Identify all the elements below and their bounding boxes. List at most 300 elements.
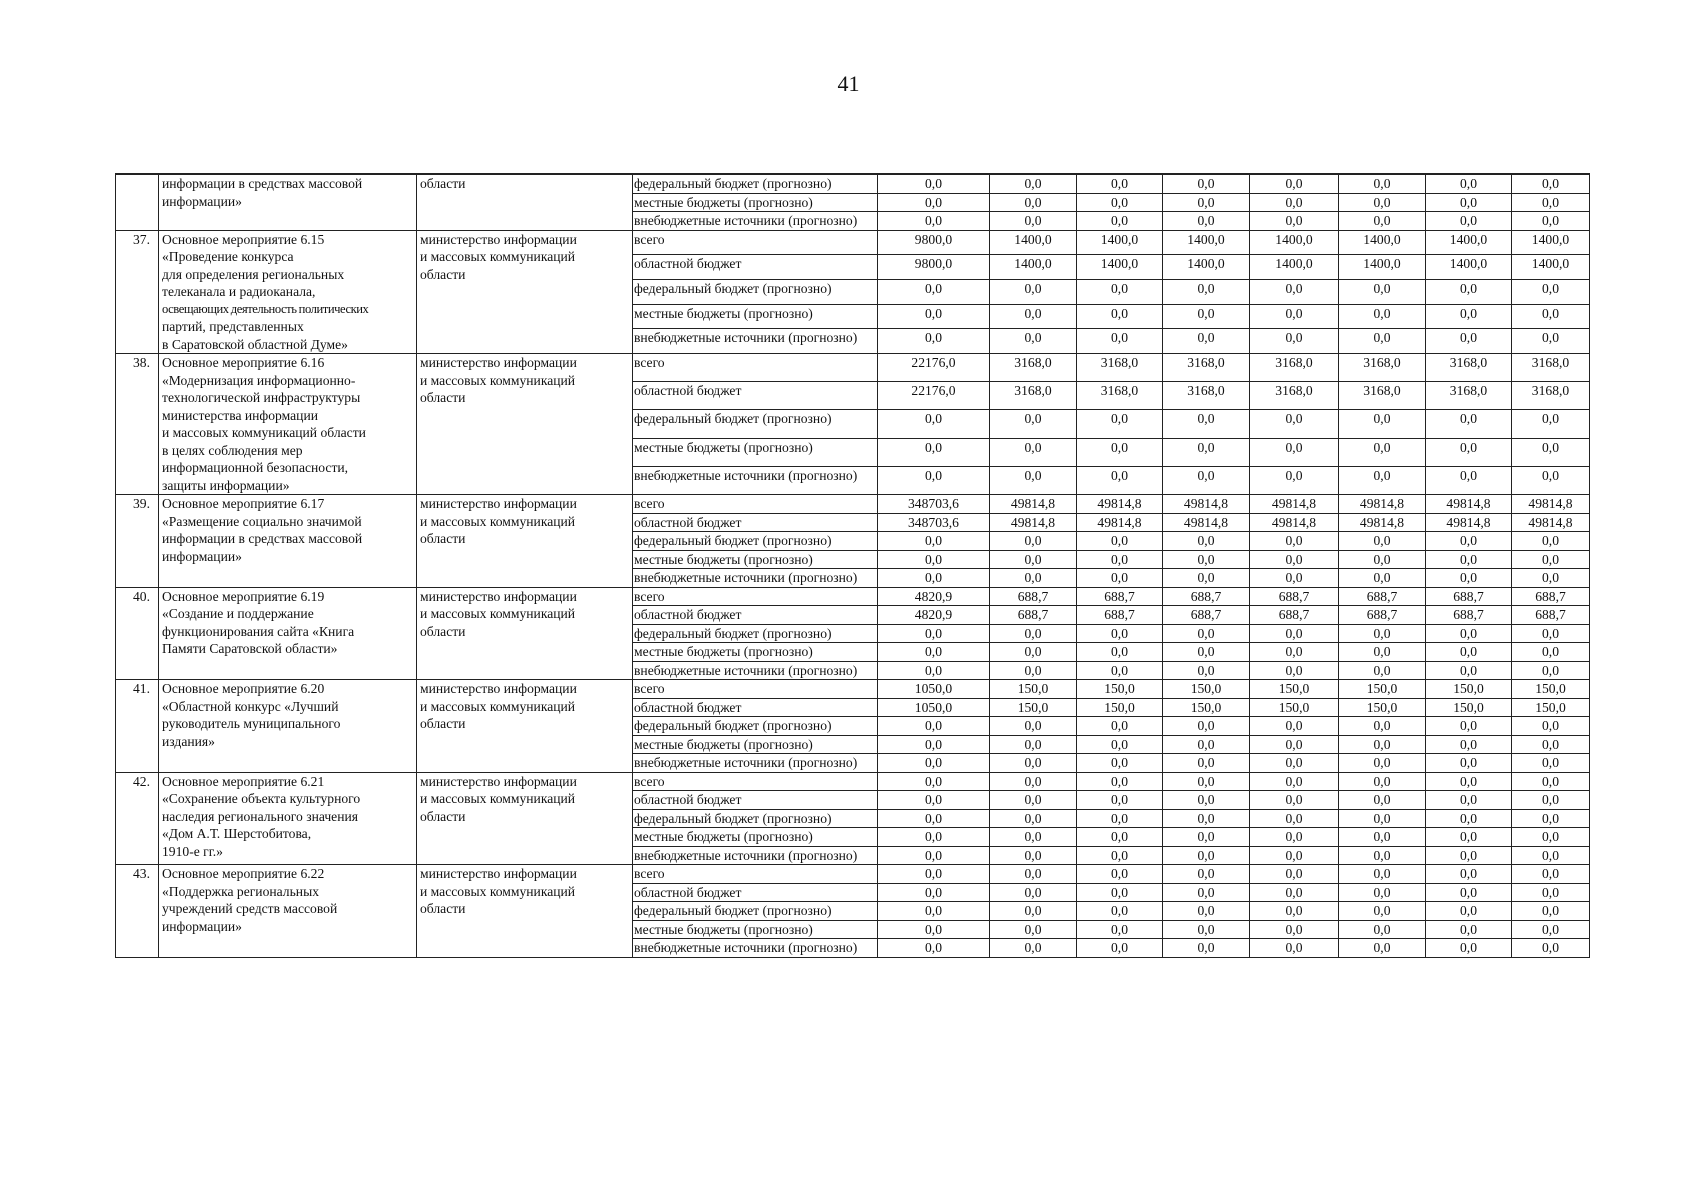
year-value-cell: 0,0 [1250, 643, 1339, 662]
event-line: Памяти Саратовской области» [162, 641, 338, 656]
year-value-cell: 150,0 [1163, 698, 1250, 717]
year-value-cell: 688,7 [1250, 587, 1339, 606]
total-value-cell: 0,0 [878, 304, 990, 329]
event-line: Основное мероприятие 6.21 [162, 773, 325, 789]
year-value-cell: 0,0 [1077, 329, 1163, 354]
year-value-cell: 0,0 [1512, 920, 1590, 939]
row-number-cell: 41. [116, 680, 159, 773]
year-value-cell: 0,0 [1250, 532, 1339, 551]
year-value-cell: 0,0 [1512, 661, 1590, 680]
funding-source-cell: федеральный бюджет (прогнозно) [633, 902, 878, 921]
year-value-cell: 0,0 [1250, 329, 1339, 354]
year-value-cell: 688,7 [1077, 606, 1163, 625]
year-value-cell: 0,0 [1512, 865, 1590, 884]
year-value-cell: 0,0 [1426, 939, 1512, 958]
year-value-cell: 0,0 [1250, 791, 1339, 810]
total-value-cell: 0,0 [878, 174, 990, 193]
funding-source-cell: всего [633, 772, 878, 791]
funding-source-cell: местные бюджеты (прогнозно) [633, 438, 878, 466]
year-value-cell: 0,0 [1426, 550, 1512, 569]
year-value-cell: 3168,0 [1077, 354, 1163, 382]
total-value-cell: 9800,0 [878, 230, 990, 255]
event-description-cell [159, 865, 417, 958]
year-value-cell: 688,7 [1163, 587, 1250, 606]
event-line: «Областной конкурс «Лучший [162, 698, 339, 714]
year-value-cell: 49814,8 [1077, 513, 1163, 532]
year-value-cell: 49814,8 [1426, 495, 1512, 514]
funding-source-cell: внебюджетные источники (прогнозно) [633, 846, 878, 865]
total-value-cell: 0,0 [878, 212, 990, 231]
table-row [116, 772, 1590, 791]
event-description-cell [159, 354, 417, 495]
year-value-cell: 0,0 [1426, 791, 1512, 810]
year-value-cell: 0,0 [1512, 772, 1590, 791]
total-value-cell: 22176,0 [878, 354, 990, 382]
year-value-cell: 0,0 [1426, 174, 1512, 193]
funding-source-cell: местные бюджеты (прогнозно) [633, 550, 878, 569]
year-value-cell: 0,0 [1250, 828, 1339, 847]
year-value-cell: 0,0 [1250, 920, 1339, 939]
year-value-cell: 0,0 [1077, 643, 1163, 662]
year-value-cell: 0,0 [1512, 883, 1590, 902]
total-value-cell: 0,0 [878, 735, 990, 754]
year-value-cell: 3168,0 [1163, 382, 1250, 410]
year-value-cell: 0,0 [990, 569, 1077, 588]
year-value-cell: 150,0 [1426, 698, 1512, 717]
year-value-cell: 0,0 [990, 624, 1077, 643]
year-value-cell: 0,0 [1512, 828, 1590, 847]
year-value-cell: 0,0 [1426, 624, 1512, 643]
year-value-cell: 0,0 [1250, 772, 1339, 791]
year-value-cell: 0,0 [1426, 279, 1512, 304]
event-line: информации в средствах массовой [162, 531, 363, 546]
executor-line: области [420, 531, 466, 546]
year-value-cell: 0,0 [1250, 661, 1339, 680]
year-value-cell: 0,0 [1426, 438, 1512, 466]
event-line: «Создание и поддержание [162, 606, 314, 621]
funding-source-cell: федеральный бюджет (прогнозно) [633, 532, 878, 551]
year-value-cell: 0,0 [1250, 466, 1339, 494]
total-value-cell: 0,0 [878, 193, 990, 212]
year-value-cell: 0,0 [1077, 865, 1163, 884]
year-value-cell: 0,0 [1512, 174, 1590, 193]
executor-line: и массовых коммуникаций [420, 249, 576, 264]
year-value-cell: 0,0 [1163, 791, 1250, 810]
year-value-cell: 0,0 [1512, 466, 1590, 494]
year-value-cell: 0,0 [990, 791, 1077, 810]
total-value-cell: 0,0 [878, 902, 990, 921]
total-value-cell: 0,0 [878, 865, 990, 884]
year-value-cell: 0,0 [1426, 466, 1512, 494]
year-value-cell: 0,0 [1512, 846, 1590, 865]
year-value-cell: 0,0 [990, 846, 1077, 865]
year-value-cell: 0,0 [1339, 828, 1426, 847]
total-value-cell: 0,0 [878, 939, 990, 958]
year-value-cell: 0,0 [1250, 939, 1339, 958]
year-value-cell: 0,0 [1339, 193, 1426, 212]
year-value-cell: 0,0 [1077, 212, 1163, 231]
total-value-cell: 22176,0 [878, 382, 990, 410]
year-value-cell: 0,0 [1077, 809, 1163, 828]
year-value-cell: 49814,8 [1339, 513, 1426, 532]
year-value-cell: 0,0 [1426, 643, 1512, 662]
year-value-cell: 0,0 [1512, 532, 1590, 551]
event-line: технологической инфраструктуры [162, 390, 361, 405]
year-value-cell: 688,7 [1163, 606, 1250, 625]
year-value-cell: 49814,8 [990, 513, 1077, 532]
year-value-cell: 688,7 [1512, 606, 1590, 625]
year-value-cell: 150,0 [1339, 680, 1426, 699]
total-value-cell: 0,0 [878, 791, 990, 810]
table-row [116, 230, 1590, 255]
funding-source-cell: всего [633, 865, 878, 884]
event-line: Основное мероприятие 6.22 [162, 866, 325, 881]
year-value-cell: 0,0 [1077, 174, 1163, 193]
total-value-cell: 0,0 [878, 329, 990, 354]
year-value-cell: 0,0 [1163, 304, 1250, 329]
event-line: информационной безопасности, [162, 460, 349, 475]
year-value-cell: 0,0 [1077, 846, 1163, 865]
year-value-cell: 3168,0 [990, 354, 1077, 382]
year-value-cell: 0,0 [1163, 174, 1250, 193]
year-value-cell: 0,0 [1426, 569, 1512, 588]
event-line: освещающих деятельность политических [162, 301, 369, 316]
year-value-cell: 1400,0 [990, 230, 1077, 255]
executor-line: министерство информации [420, 588, 577, 604]
event-line: телеканала и радиоканала, [162, 284, 316, 299]
year-value-cell: 0,0 [990, 661, 1077, 680]
event-line: и массовых коммуникаций области [162, 425, 366, 440]
year-value-cell: 0,0 [1163, 902, 1250, 921]
year-value-cell: 1400,0 [1163, 255, 1250, 280]
year-value-cell: 1400,0 [1250, 230, 1339, 255]
year-value-cell: 1400,0 [1163, 230, 1250, 255]
year-value-cell: 49814,8 [1426, 513, 1512, 532]
year-value-cell: 688,7 [1339, 587, 1426, 606]
year-value-cell: 3168,0 [1339, 354, 1426, 382]
event-line: в Саратовской областной Думе» [162, 336, 348, 352]
year-value-cell: 0,0 [1077, 828, 1163, 847]
executor-line: и массовых коммуникаций [420, 791, 576, 806]
event-line: Основное мероприятие 6.17 [162, 496, 325, 511]
year-value-cell: 0,0 [990, 279, 1077, 304]
executor-line: области [420, 716, 466, 731]
funding-source-cell: федеральный бюджет (прогнозно) [633, 717, 878, 736]
table-row [116, 680, 1590, 699]
row-number-cell: 42. [116, 772, 159, 865]
year-value-cell: 0,0 [1512, 304, 1590, 329]
executor-cell [417, 174, 633, 230]
year-value-cell: 0,0 [990, 466, 1077, 494]
total-value-cell: 0,0 [878, 883, 990, 902]
year-value-cell: 0,0 [1426, 809, 1512, 828]
table-row [116, 865, 1590, 884]
total-value-cell: 0,0 [878, 569, 990, 588]
year-value-cell: 3168,0 [1250, 354, 1339, 382]
event-line: «Сохранение объекта культурного [162, 791, 361, 806]
executor-cell [417, 354, 633, 495]
event-line: «Проведение конкурса [162, 249, 294, 264]
year-value-cell: 49814,8 [1077, 495, 1163, 514]
event-description-cell [159, 174, 417, 230]
total-value-cell: 4820,9 [878, 606, 990, 625]
event-line: министерства информации [162, 407, 318, 423]
year-value-cell: 0,0 [1426, 902, 1512, 921]
year-value-cell: 1400,0 [1339, 255, 1426, 280]
year-value-cell: 150,0 [1077, 680, 1163, 699]
event-line: в целях соблюдения мер [162, 442, 303, 458]
year-value-cell: 3168,0 [1426, 382, 1512, 410]
year-value-cell: 0,0 [990, 809, 1077, 828]
year-value-cell: 49814,8 [1339, 495, 1426, 514]
year-value-cell: 49814,8 [990, 495, 1077, 514]
year-value-cell: 0,0 [1339, 846, 1426, 865]
budget-table [115, 173, 1590, 958]
year-value-cell: 0,0 [1250, 212, 1339, 231]
year-value-cell: 0,0 [1250, 193, 1339, 212]
total-value-cell: 0,0 [878, 754, 990, 773]
year-value-cell: 0,0 [1426, 828, 1512, 847]
total-value-cell: 0,0 [878, 661, 990, 680]
year-value-cell: 0,0 [1512, 643, 1590, 662]
year-value-cell: 3168,0 [1339, 382, 1426, 410]
table-row [116, 174, 1590, 193]
executor-line: министерство информации [420, 231, 577, 247]
year-value-cell: 0,0 [1339, 624, 1426, 643]
funding-source-cell: внебюджетные источники (прогнозно) [633, 329, 878, 354]
year-value-cell: 0,0 [1339, 772, 1426, 791]
row-number-cell: 40. [116, 587, 159, 680]
year-value-cell: 0,0 [1512, 212, 1590, 231]
total-value-cell: 0,0 [878, 438, 990, 466]
year-value-cell: 0,0 [1512, 569, 1590, 588]
executor-line: министерство информации [420, 355, 577, 370]
year-value-cell: 0,0 [990, 772, 1077, 791]
year-value-cell: 0,0 [1426, 883, 1512, 902]
year-value-cell: 0,0 [990, 920, 1077, 939]
year-value-cell: 1400,0 [1250, 255, 1339, 280]
year-value-cell: 0,0 [1163, 212, 1250, 231]
funding-source-cell: внебюджетные источники (прогнозно) [633, 212, 878, 231]
year-value-cell: 0,0 [1339, 550, 1426, 569]
year-value-cell: 49814,8 [1163, 513, 1250, 532]
row-number-cell: 37. [116, 230, 159, 354]
year-value-cell: 0,0 [990, 329, 1077, 354]
year-value-cell: 0,0 [1339, 883, 1426, 902]
total-value-cell: 0,0 [878, 279, 990, 304]
year-value-cell: 0,0 [1339, 466, 1426, 494]
year-value-cell: 0,0 [1339, 865, 1426, 884]
year-value-cell: 0,0 [1339, 809, 1426, 828]
year-value-cell: 0,0 [1077, 661, 1163, 680]
year-value-cell: 0,0 [1426, 920, 1512, 939]
year-value-cell: 0,0 [1250, 865, 1339, 884]
year-value-cell: 688,7 [990, 587, 1077, 606]
funding-source-cell: областной бюджет [633, 883, 878, 902]
total-value-cell: 4820,9 [878, 587, 990, 606]
event-line: 1910-е гг.» [162, 843, 223, 859]
year-value-cell: 0,0 [990, 532, 1077, 551]
year-value-cell: 0,0 [1077, 791, 1163, 810]
year-value-cell: 150,0 [1250, 698, 1339, 717]
event-line: руководитель муниципального [162, 716, 341, 731]
table-row [116, 495, 1590, 514]
year-value-cell: 0,0 [1339, 279, 1426, 304]
total-value-cell: 0,0 [878, 809, 990, 828]
executor-line: области [420, 390, 466, 405]
executor-line: и массовых коммуникаций [420, 698, 576, 714]
year-value-cell: 49814,8 [1250, 495, 1339, 514]
funding-source-cell: федеральный бюджет (прогнозно) [633, 809, 878, 828]
total-value-cell: 1050,0 [878, 698, 990, 717]
year-value-cell: 150,0 [1426, 680, 1512, 699]
event-line: Основное мероприятие 6.16 [162, 355, 325, 370]
event-description-cell [159, 772, 417, 865]
event-line: издания» [162, 733, 215, 749]
event-line: «Поддержка региональных [162, 883, 319, 899]
year-value-cell: 0,0 [1512, 279, 1590, 304]
executor-line: и массовых коммуникаций [420, 372, 576, 388]
year-value-cell: 0,0 [1426, 717, 1512, 736]
year-value-cell: 0,0 [1339, 438, 1426, 466]
year-value-cell: 3168,0 [1512, 382, 1590, 410]
year-value-cell: 1400,0 [1512, 230, 1590, 255]
year-value-cell: 0,0 [1163, 279, 1250, 304]
total-value-cell: 0,0 [878, 772, 990, 791]
year-value-cell: 0,0 [990, 643, 1077, 662]
year-value-cell: 0,0 [1512, 809, 1590, 828]
year-value-cell: 0,0 [990, 902, 1077, 921]
event-line: «Модернизация информационно- [162, 372, 356, 388]
funding-source-cell: всего [633, 680, 878, 699]
year-value-cell: 3168,0 [1250, 382, 1339, 410]
executor-line: министерство информации [420, 773, 577, 789]
executor-line: области [420, 266, 466, 282]
year-value-cell: 0,0 [1426, 865, 1512, 884]
year-value-cell: 0,0 [1163, 329, 1250, 354]
year-value-cell: 0,0 [990, 410, 1077, 438]
year-value-cell: 0,0 [1163, 846, 1250, 865]
year-value-cell: 0,0 [1163, 466, 1250, 494]
year-value-cell: 0,0 [1077, 754, 1163, 773]
year-value-cell: 688,7 [1077, 587, 1163, 606]
year-value-cell: 0,0 [1163, 717, 1250, 736]
executor-line: области [420, 176, 466, 191]
year-value-cell: 0,0 [1426, 846, 1512, 865]
year-value-cell: 3168,0 [1163, 354, 1250, 382]
executor-cell [417, 587, 633, 680]
total-value-cell: 0,0 [878, 624, 990, 643]
year-value-cell: 150,0 [1250, 680, 1339, 699]
event-line: функционирования сайта «Книга [162, 623, 355, 639]
funding-source-cell: местные бюджеты (прогнозно) [633, 735, 878, 754]
total-value-cell: 0,0 [878, 550, 990, 569]
year-value-cell: 0,0 [990, 550, 1077, 569]
year-value-cell: 1400,0 [1512, 255, 1590, 280]
event-line: информации» [162, 193, 242, 209]
table-row [116, 354, 1590, 382]
year-value-cell: 49814,8 [1250, 513, 1339, 532]
year-value-cell: 0,0 [990, 212, 1077, 231]
row-number-cell: 39. [116, 495, 159, 588]
event-line: Основное мероприятие 6.19 [162, 588, 325, 604]
year-value-cell: 0,0 [990, 304, 1077, 329]
event-line: учреждений средств массовой [162, 901, 338, 916]
total-value-cell: 0,0 [878, 828, 990, 847]
year-value-cell: 0,0 [1339, 939, 1426, 958]
year-value-cell: 0,0 [1512, 754, 1590, 773]
year-value-cell: 0,0 [1339, 920, 1426, 939]
year-value-cell: 0,0 [1163, 809, 1250, 828]
year-value-cell: 0,0 [1250, 174, 1339, 193]
event-line: партий, представленных [162, 319, 304, 334]
year-value-cell: 688,7 [1339, 606, 1426, 625]
year-value-cell: 0,0 [990, 828, 1077, 847]
total-value-cell: 1050,0 [878, 680, 990, 699]
year-value-cell: 1400,0 [1077, 230, 1163, 255]
year-value-cell: 688,7 [1250, 606, 1339, 625]
funding-source-cell: внебюджетные источники (прогнозно) [633, 466, 878, 494]
year-value-cell: 0,0 [1339, 643, 1426, 662]
year-value-cell: 1400,0 [1426, 230, 1512, 255]
year-value-cell: 0,0 [1426, 410, 1512, 438]
year-value-cell: 3168,0 [1512, 354, 1590, 382]
total-value-cell: 348703,6 [878, 495, 990, 514]
year-value-cell: 0,0 [1077, 883, 1163, 902]
year-value-cell: 1400,0 [990, 255, 1077, 280]
year-value-cell: 0,0 [1163, 550, 1250, 569]
year-value-cell: 0,0 [1339, 717, 1426, 736]
year-value-cell: 0,0 [1250, 883, 1339, 902]
event-line: Основное мероприятие 6.15 [162, 231, 325, 247]
year-value-cell: 0,0 [1077, 279, 1163, 304]
year-value-cell: 0,0 [1339, 174, 1426, 193]
year-value-cell: 0,0 [1512, 438, 1590, 466]
executor-cell [417, 680, 633, 773]
year-value-cell: 0,0 [1339, 735, 1426, 754]
year-value-cell: 0,0 [1163, 772, 1250, 791]
year-value-cell: 0,0 [990, 193, 1077, 212]
year-value-cell: 150,0 [1339, 698, 1426, 717]
total-value-cell: 0,0 [878, 920, 990, 939]
year-value-cell: 0,0 [1250, 569, 1339, 588]
funding-source-cell: внебюджетные источники (прогнозно) [633, 569, 878, 588]
executor-cell [417, 495, 633, 588]
year-value-cell: 0,0 [1512, 939, 1590, 958]
total-value-cell: 0,0 [878, 846, 990, 865]
row-number-cell: 43. [116, 865, 159, 958]
year-value-cell: 0,0 [1163, 532, 1250, 551]
year-value-cell: 0,0 [1339, 754, 1426, 773]
funding-source-cell: всего [633, 354, 878, 382]
year-value-cell: 1400,0 [1339, 230, 1426, 255]
event-line: «Размещение социально значимой [162, 513, 362, 529]
year-value-cell: 0,0 [1250, 902, 1339, 921]
executor-line: министерство информации [420, 496, 577, 511]
year-value-cell: 0,0 [1512, 329, 1590, 354]
funding-source-cell: областной бюджет [633, 513, 878, 532]
executor-line: области [420, 623, 466, 639]
event-line: информации» [162, 918, 242, 934]
funding-source-cell: федеральный бюджет (прогнозно) [633, 624, 878, 643]
year-value-cell: 1400,0 [1426, 255, 1512, 280]
total-value-cell: 0,0 [878, 410, 990, 438]
total-value-cell: 0,0 [878, 466, 990, 494]
funding-source-cell: областной бюджет [633, 606, 878, 625]
executor-line: области [420, 808, 466, 824]
year-value-cell: 0,0 [1250, 717, 1339, 736]
year-value-cell: 0,0 [1250, 550, 1339, 569]
